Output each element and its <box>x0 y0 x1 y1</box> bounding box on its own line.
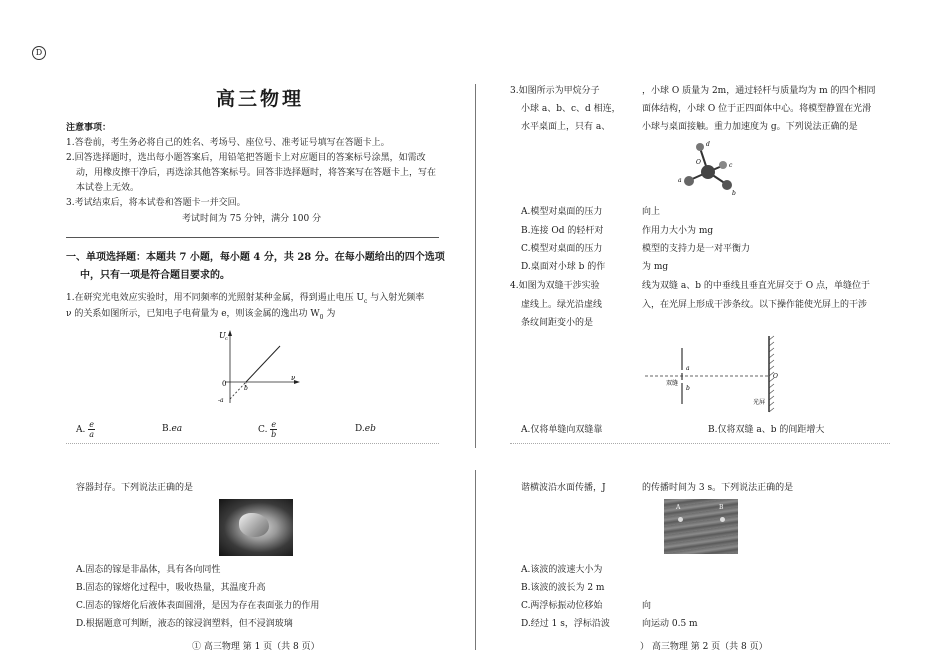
gallium-photo <box>219 499 293 556</box>
question-text: 的传播时间为 3 s。下列说法正确的是 <box>642 483 794 493</box>
double-slit-diagram <box>640 334 790 414</box>
screen-label: 光屏 <box>753 399 766 406</box>
ball-c-label: c <box>729 162 733 169</box>
q3-option-d-tail: 为 mg <box>642 262 669 272</box>
option-d: D.根据题意可判断，液态的镓浸润塑料，但不浸润玻璃 <box>76 619 293 629</box>
q4-option-a: A.仅将单缝向双缝靠 <box>521 425 603 435</box>
note-line: 3.考试结束后，将本试卷和答题卡一并交回。 <box>66 198 246 208</box>
cut-text-edge <box>66 443 439 448</box>
page-footer: ① 高三物理 第 1 页（共 8 页） <box>192 642 320 652</box>
question-text: 谐横波沿水面传播，J <box>521 483 606 493</box>
q3-line: 小球 a、b、c、d 相连， <box>521 104 621 114</box>
uc-nu-graph <box>210 326 310 408</box>
option-d: D.eb <box>355 424 376 434</box>
ball-o-label: O <box>696 159 701 166</box>
q3-option-a-tail: 向上 <box>642 207 661 217</box>
option-a: A. $\frac{e}{a}$ <box>76 420 94 439</box>
q3-option-a: A.模型对桌面的压力 <box>521 207 603 217</box>
option-b: B.ea <box>162 424 183 434</box>
column-divider <box>475 84 476 448</box>
q4-line: 4.如图为双缝干涉实验 <box>510 281 600 291</box>
origin-label: 0 <box>222 380 227 388</box>
q3-option-c-tail: 模型的支持力是一对平衡力 <box>642 244 751 254</box>
buoy-a-label: A <box>676 504 681 511</box>
option-a: A.该波的波速大小为 <box>521 565 603 575</box>
option-a: A.固态的镓是非晶体，具有各向同性 <box>76 565 221 575</box>
option-b: B.该波的波长为 2 m <box>521 583 605 593</box>
q4-line: 入，在光屏上形成干涉条纹。以下操作能使光屏上的干涉 <box>642 300 868 310</box>
slit-b-label: b <box>686 385 690 392</box>
q3-line: 小球与桌面接触。重力加速度为 g。下列说法正确的是 <box>642 122 858 132</box>
q3-line: 面体结构，小球 O 位于正四面体中心。将模型静置在光滑 <box>642 104 872 114</box>
section-heading: 一、单项选择题：本题共 7 小题，每小题 4 分，共 28 分。在每小题给出的四个选项 <box>66 252 445 263</box>
notes-heading: 注意事项： <box>66 123 112 133</box>
corner-mark: D <box>32 46 46 60</box>
cut-text-edge <box>510 443 890 448</box>
double-slit-label: 双缝 <box>666 380 679 387</box>
page-title: 高三物理 <box>216 88 305 110</box>
q4-line: 条纹间距变小的是 <box>521 318 594 328</box>
note-line: 本试卷上无效。 <box>76 183 140 193</box>
option-b: B.固态的镓熔化过程中，吸收热量，其温度升高 <box>76 583 266 593</box>
note-line: 1.答卷前，考生务必将自己的姓名、考场号、座位号、准考证号填写在答题卡上。 <box>66 138 390 148</box>
x-axis-label: ν <box>291 374 296 382</box>
page-footer: ） 高三物理 第 2 页（共 8 页） <box>640 642 768 652</box>
ball-b-label: b <box>732 190 736 197</box>
q3-line: ，小球 O 质量为 2m，通过轻杆与质量均为 m 的四个相同 <box>642 86 876 96</box>
question-1-text: ν 的关系如图所示，已知电子电荷量为 e，则该金属的逸出功 $W_0$ 为 <box>66 309 336 321</box>
section-divider <box>66 237 439 238</box>
question-1-text: 1.在研究光电效应实验时，用不同频率的光照射某种金属，得到遏止电压 $U_c$ 与入射光频率 <box>66 293 425 305</box>
q3-option-d: D.桌面对小球 b 的作 <box>521 262 606 272</box>
point-o-label: O <box>773 373 778 380</box>
option-c: C.固态的镓熔化后液体表面圆滑，是因为存在表面张力的作用 <box>76 601 320 611</box>
q3-line: 水平桌面上，只有 a、 <box>521 122 611 132</box>
ball-a-label: a <box>678 177 682 184</box>
water-wave-photo <box>664 499 738 554</box>
q4-line: 线为双缝 a、b 的中垂线且垂直光屏交于 O 点，单缝位于 <box>642 281 870 291</box>
q4-option-b: B.仅将双缝 a、b 的间距增大 <box>708 425 825 435</box>
column-divider <box>475 470 476 650</box>
q3-option-b: B.连接 Od 的轻杆对 <box>521 226 604 236</box>
q3-option-b-tail: 作用力大小为 mg <box>642 226 714 236</box>
y-axis-label: U <box>219 331 226 340</box>
option-c: C. $\frac{e}{b}$ <box>258 420 277 439</box>
question-text: 容器封存。下列说法正确的是 <box>76 483 194 493</box>
exam-info: 考试时间为 75 分钟，满分 100 分 <box>182 214 322 224</box>
note-line: 2.回答选择题时，选出每小题答案后，用铅笔把答题卡上对应题目的答案标号涂黑，如需改 <box>66 153 426 163</box>
q3-line: 3.如图所示为甲烷分子 <box>510 86 600 96</box>
option-d-tail: 向运动 0.5 m <box>642 619 698 629</box>
methane-model <box>670 136 750 200</box>
q4-line: 虚线上。绿光沿虚线 <box>521 300 603 310</box>
neg-a-label: -a <box>218 397 224 404</box>
y-axis-sub: c <box>225 336 228 342</box>
ball-d-label: d <box>706 141 710 148</box>
b-label: b <box>244 385 248 392</box>
section-heading: 中，只有一项是符合题目要求的。 <box>80 270 230 281</box>
option-c-tail: 向 <box>642 601 652 611</box>
buoy-b-label: B <box>719 504 724 511</box>
option-d: D.经过 1 s，浮标沿波 <box>521 619 610 629</box>
q3-option-c: C.模型对桌面的压力 <box>521 244 603 254</box>
option-c: C.两浮标振动位移始 <box>521 601 603 611</box>
note-line: 动，用橡皮擦干净后，再选涂其他答案标号。回答非选择题时，将答案写在答题卡上，写在 <box>76 168 437 178</box>
slit-a-label: a <box>686 365 690 372</box>
